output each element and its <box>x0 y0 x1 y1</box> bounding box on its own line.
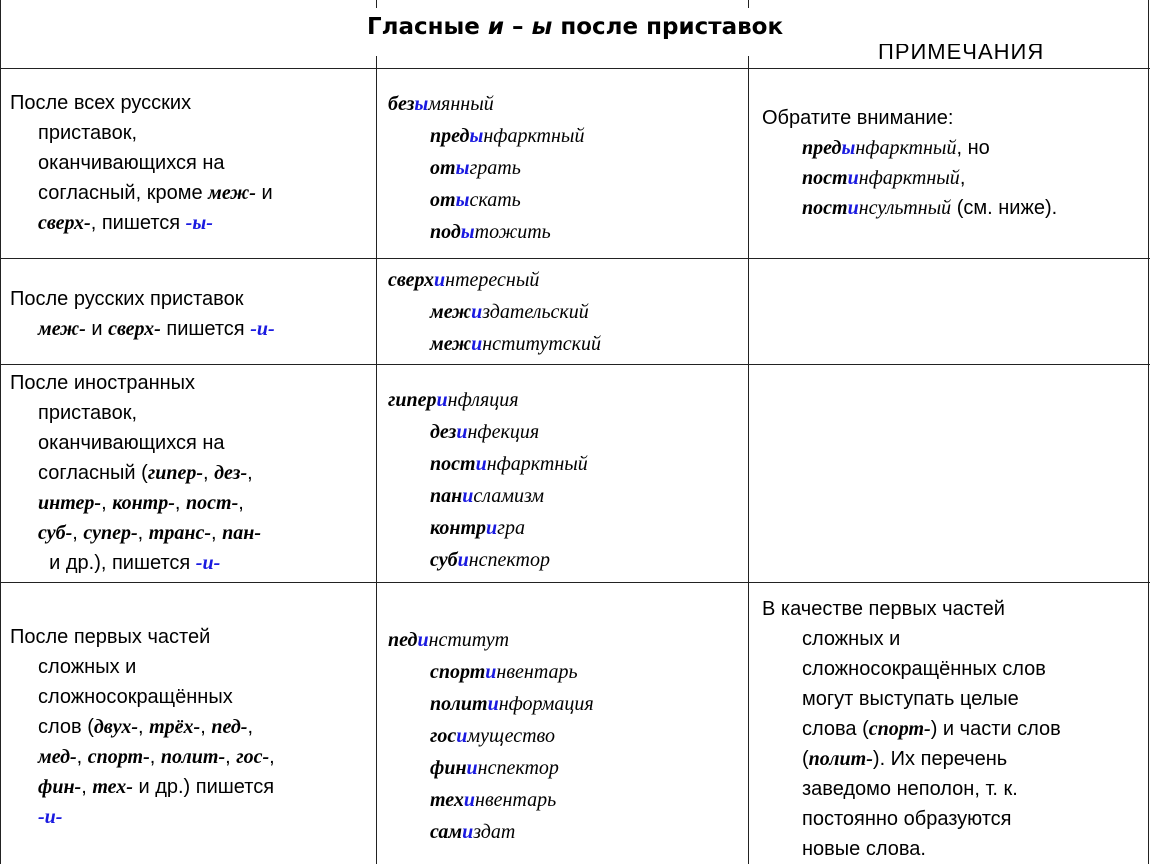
example-word <box>388 480 738 512</box>
example-prefix: пан <box>430 485 463 507</box>
example-prefix: спорт <box>430 661 486 683</box>
example-rest: нтересный <box>445 269 540 291</box>
note-cell-1 <box>762 103 1142 223</box>
text-fragment: и <box>85 318 109 340</box>
text-fragment: (см. ниже). <box>951 197 1058 219</box>
note-line <box>762 714 1146 744</box>
example-rest: нспектор <box>468 549 550 571</box>
vowel-marker: ы <box>469 125 484 147</box>
example-prefix: суб <box>430 549 458 571</box>
text-fragment: , <box>101 492 113 514</box>
note-line <box>762 103 1142 133</box>
vowel-marker: и <box>466 757 478 779</box>
example-prefix: без <box>388 93 415 115</box>
vowel-marker: и <box>462 485 474 507</box>
rule-line <box>10 488 370 518</box>
example-word <box>388 88 738 120</box>
example-word <box>388 328 738 360</box>
rule-line <box>10 548 370 578</box>
example-word <box>388 264 738 296</box>
prefix-term: трёх- <box>149 716 201 738</box>
vowel-marker: ы <box>460 221 475 243</box>
example-prefix: гос <box>430 725 457 747</box>
example-prefix: от <box>430 157 456 179</box>
example-rest: нвентарь <box>475 789 557 811</box>
text-fragment: , <box>174 492 187 514</box>
rule-cell-3 <box>10 368 370 578</box>
text-fragment: , <box>269 746 275 768</box>
example-rest: грать <box>469 157 521 179</box>
prefix-term: пред <box>802 137 842 159</box>
text-fragment: слов ( <box>38 716 94 738</box>
example-rest: нфекция <box>467 421 540 443</box>
row-divider-2 <box>0 364 1150 365</box>
text-fragment: , <box>76 746 88 768</box>
examples-cell-1 <box>388 88 738 248</box>
vowel-marker: и <box>462 821 474 843</box>
prefix-term: пан- <box>222 522 262 544</box>
text-fragment: ) и части слов <box>930 718 1061 740</box>
example-rest: сламизм <box>473 485 545 507</box>
note-line <box>762 804 1146 834</box>
text-fragment: приставок, <box>38 402 138 424</box>
prefix-term: спорт- <box>868 718 931 740</box>
rule-line <box>10 712 370 742</box>
text-fragment: , <box>138 716 150 738</box>
prefix-term: полит- <box>160 746 226 768</box>
text-fragment: , <box>137 522 149 544</box>
example-rest: скать <box>469 189 521 211</box>
example-prefix: гипер <box>388 389 437 411</box>
column-divider-1 <box>376 0 377 8</box>
text-fragment: могут выступать целые <box>802 688 1019 710</box>
text-fragment: , <box>200 716 212 738</box>
example-word <box>388 544 738 576</box>
rule-line <box>10 652 370 682</box>
column-divider-2 <box>748 56 749 864</box>
text-fragment: заведомо неполон, т. к. <box>802 778 1018 800</box>
prefix-term: контр- <box>112 492 175 514</box>
rule-line <box>10 742 370 772</box>
example-word <box>388 216 738 248</box>
example-rest: нформация <box>498 693 594 715</box>
row-divider-3 <box>0 582 1150 583</box>
note-line <box>762 594 1146 624</box>
text-fragment: , но <box>956 137 990 159</box>
text-fragment: После иностранных <box>10 372 196 394</box>
rule-line <box>10 208 370 238</box>
example-rest: тожить <box>474 221 551 243</box>
rule-cell-1 <box>10 88 370 238</box>
text-fragment: и др.) пишется <box>132 776 275 798</box>
rule-line <box>10 398 370 428</box>
example-prefix: пост <box>430 453 476 475</box>
rule-line <box>10 622 370 652</box>
examples-cell-3 <box>388 384 738 576</box>
text-fragment: После всех русских <box>10 92 192 114</box>
vowel-marker: ы <box>414 93 429 115</box>
prefix-term: гос- <box>236 746 270 768</box>
rule-line <box>10 284 370 314</box>
rule-line <box>10 88 370 118</box>
vowel-marker: и <box>471 333 483 355</box>
example-word <box>388 624 738 656</box>
vowel-marker: ы <box>841 137 856 159</box>
example-word <box>388 784 738 816</box>
example-prefix: под <box>430 221 461 243</box>
prefix-term: фин- <box>38 776 82 798</box>
examples-cell-4 <box>388 624 738 848</box>
note-line <box>762 163 1142 193</box>
example-prefix: дез <box>430 421 457 443</box>
prefix-term: пост- <box>186 492 239 514</box>
column-divider-2 <box>748 0 749 8</box>
example-prefix: контр <box>430 517 487 539</box>
example-prefix: меж <box>430 301 472 323</box>
note-line <box>762 654 1146 684</box>
vowel-marker: -и- <box>250 318 275 340</box>
text-fragment: и др.), пишется <box>38 552 196 574</box>
rule-line <box>10 428 370 458</box>
text-fragment: согласный ( <box>38 462 148 484</box>
example-word <box>388 816 738 848</box>
text-fragment: , <box>72 522 84 544</box>
example-rest: нфарктный <box>486 453 588 475</box>
example-prefix: сам <box>430 821 463 843</box>
example-word <box>388 720 738 752</box>
example-prefix: фин <box>430 757 467 779</box>
rule-line <box>10 458 370 488</box>
example-prefix: полит <box>430 693 488 715</box>
example-rest: здат <box>473 821 516 843</box>
rule-line <box>10 772 370 802</box>
prefix-term: пост <box>802 197 848 219</box>
note-line <box>762 193 1142 223</box>
row-divider-1 <box>0 258 1150 259</box>
example-prefix: сверх <box>388 269 435 291</box>
prefix-term: пед- <box>211 716 248 738</box>
text-fragment: После русских приставок <box>10 288 244 310</box>
vowel-marker: и <box>485 661 497 683</box>
vowel-marker: и <box>463 789 476 811</box>
vowel-marker: -и- <box>195 552 221 574</box>
example-word <box>388 384 738 416</box>
example-rest: нститут <box>428 629 510 651</box>
prefix-term: транс- <box>148 522 211 544</box>
text-fragment: , пишется <box>90 212 186 234</box>
notes-header-partial: ПРИМЕЧАНИЯ <box>878 44 1045 60</box>
prefix-term: двух- <box>93 716 138 738</box>
rule-line <box>10 518 370 548</box>
row-divider-header <box>0 68 1150 69</box>
text-fragment: сложносокращённых слов <box>802 658 1046 680</box>
example-word <box>388 152 738 184</box>
vowel-marker: и <box>457 549 469 571</box>
rule-cell-2 <box>10 284 370 344</box>
note-line <box>762 744 1146 774</box>
example-rest: гра <box>497 517 525 539</box>
vowel-marker: ы <box>455 189 470 211</box>
vowel-marker: и <box>471 301 483 323</box>
text-fragment: , <box>238 492 244 514</box>
prefix-term: меж- <box>208 182 256 204</box>
text-fragment: слова ( <box>802 718 869 740</box>
text-fragment: и <box>255 182 273 204</box>
prefix-term: спорт- <box>87 746 150 768</box>
vowel-marker: и <box>417 629 429 651</box>
text-fragment: согласный, кроме <box>38 182 209 204</box>
text-fragment: , <box>225 746 237 768</box>
vowel-marker: и <box>487 693 499 715</box>
text-fragment: , <box>211 522 223 544</box>
prefix-term: суб- <box>38 522 73 544</box>
prefix-term: тех- <box>92 776 133 798</box>
page-title: Гласные и – ы после приставок <box>366 14 784 40</box>
example-rest: нспектор <box>477 757 559 779</box>
text-fragment: постоянно образуются <box>802 808 1012 830</box>
text-fragment: , <box>149 746 161 768</box>
note-line <box>762 133 1142 163</box>
example-word <box>388 120 738 152</box>
note-line <box>762 684 1146 714</box>
table-border-left <box>0 0 1 864</box>
text-fragment: ). Их перечень <box>872 748 1008 770</box>
example-rest: мянный <box>428 93 494 115</box>
prefix-term: мед- <box>38 746 77 768</box>
text-fragment: сложных и <box>38 656 137 678</box>
word-rest: нфарктный <box>858 167 960 189</box>
rule-line <box>10 314 370 344</box>
vowel-marker: и <box>486 517 498 539</box>
rule-line <box>10 148 370 178</box>
example-word <box>388 656 738 688</box>
example-rest: здательский <box>482 301 589 323</box>
word-rest: нсультный <box>858 197 952 219</box>
text-fragment: В качестве первых частей <box>762 598 1005 620</box>
text-fragment: , <box>247 716 253 738</box>
prefix-term: супер- <box>83 522 138 544</box>
vowel-marker: и <box>456 421 468 443</box>
example-rest: нфарктный <box>483 125 585 147</box>
example-rest: нвентарь <box>496 661 578 683</box>
text-fragment: оканчивающихся на <box>38 432 225 454</box>
text-fragment: сложных и <box>802 628 901 650</box>
vowel-marker: -ы- <box>185 212 213 234</box>
text-fragment: пишется <box>160 318 251 340</box>
column-divider-1 <box>376 56 377 864</box>
text-fragment: Обратите внимание: <box>762 107 954 129</box>
example-word <box>388 688 738 720</box>
rule-cell-4 <box>10 622 370 832</box>
rule-line <box>10 368 370 398</box>
prefix-term: интер- <box>38 492 102 514</box>
example-word <box>388 752 738 784</box>
table-border-right <box>1148 0 1149 864</box>
rule-line <box>10 178 370 208</box>
text-fragment: , <box>959 167 966 189</box>
vowel-marker: и <box>456 725 468 747</box>
rule-line <box>10 802 370 832</box>
text-fragment: оканчивающихся на <box>38 152 225 174</box>
example-rest: нститутский <box>482 333 601 355</box>
prefix-term: меж- <box>38 318 86 340</box>
vowel-marker: и <box>847 197 859 219</box>
example-prefix: пед <box>388 629 418 651</box>
note-cell-4 <box>762 594 1146 864</box>
example-word <box>388 512 738 544</box>
example-word <box>388 296 738 328</box>
vowel-marker: и <box>436 389 448 411</box>
example-prefix: меж <box>430 333 472 355</box>
rule-line <box>10 118 370 148</box>
vowel-marker: -и- <box>38 806 63 828</box>
text-fragment: , <box>202 462 215 484</box>
example-rest: нфляция <box>447 389 519 411</box>
example-word <box>388 184 738 216</box>
prefix-term: дез- <box>214 462 248 484</box>
vowel-marker: и <box>475 453 487 475</box>
text-fragment: После первых частей <box>10 626 211 648</box>
text-fragment: , <box>81 776 93 798</box>
text-fragment: новые слова. <box>802 838 926 860</box>
prefix-term: пост <box>802 167 848 189</box>
example-word <box>388 416 738 448</box>
text-fragment: сложносокращённых <box>38 686 233 708</box>
example-prefix: пред <box>430 125 470 147</box>
vowel-marker: ы <box>455 157 470 179</box>
vowel-marker: и <box>847 167 859 189</box>
example-rest: мущество <box>467 725 555 747</box>
prefix-term: гипер- <box>147 462 203 484</box>
prefix-term: сверх- <box>38 212 91 234</box>
prefix-term: полит- <box>808 748 873 770</box>
example-word <box>388 448 738 480</box>
text-fragment: , <box>247 462 253 484</box>
note-line <box>762 834 1146 864</box>
examples-cell-2 <box>388 264 738 360</box>
text-fragment: ( <box>802 748 809 770</box>
example-prefix: от <box>430 189 456 211</box>
vowel-marker: и <box>434 269 446 291</box>
text-fragment: приставок, <box>38 122 138 144</box>
prefix-term: сверх- <box>108 318 161 340</box>
note-line <box>762 774 1146 804</box>
rule-line <box>10 682 370 712</box>
word-rest: нфарктный <box>855 137 957 159</box>
note-line <box>762 624 1146 654</box>
example-prefix: тех <box>430 789 464 811</box>
